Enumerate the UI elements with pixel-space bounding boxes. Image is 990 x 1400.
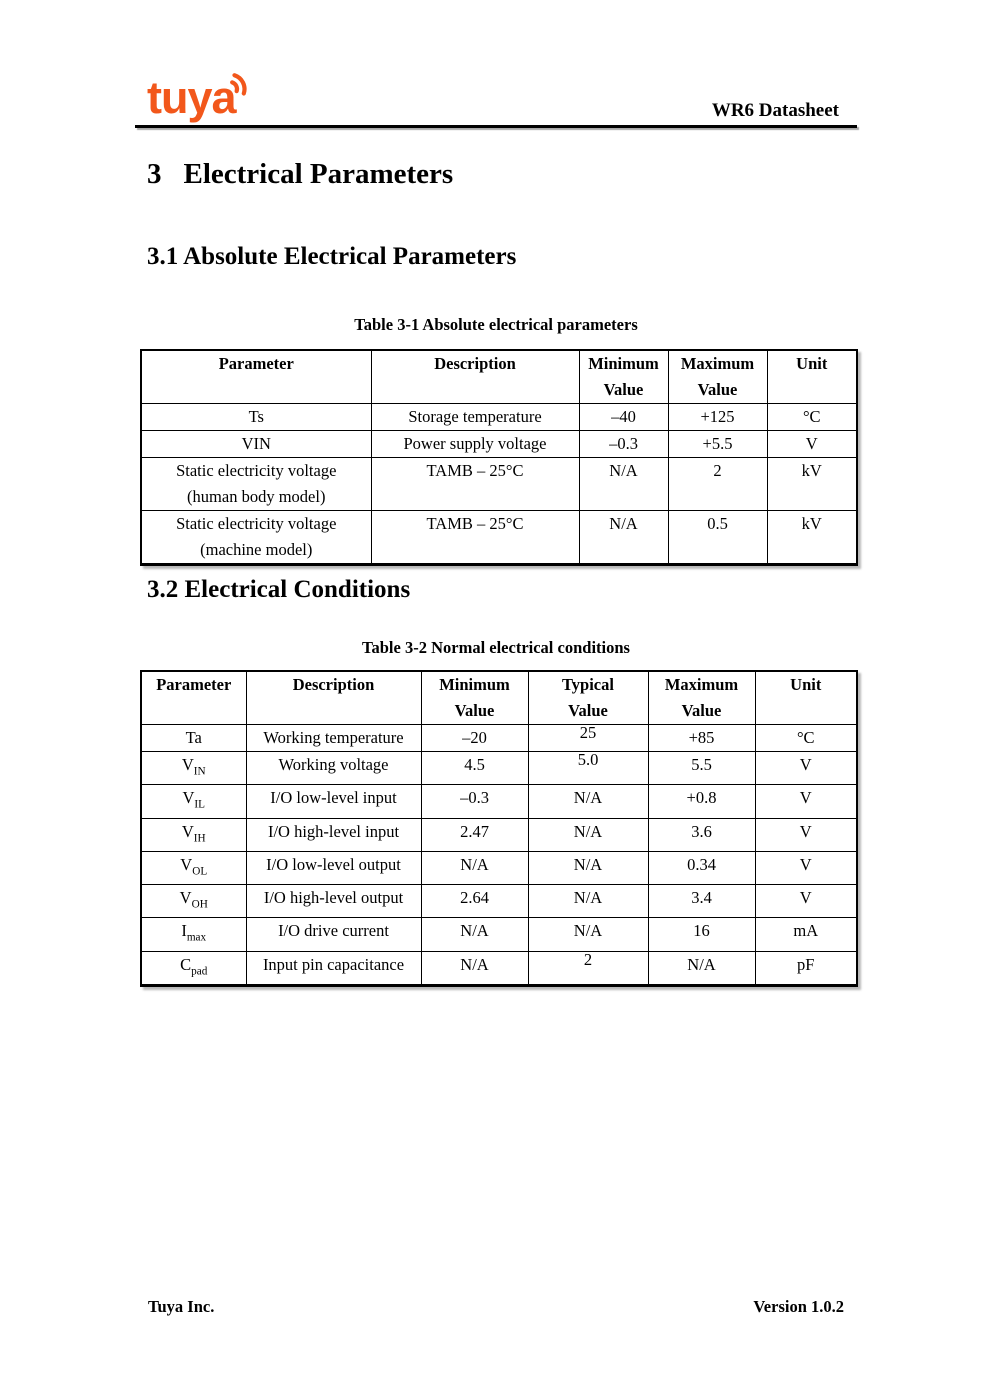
table-cell: I/O drive current xyxy=(246,918,421,951)
section-heading xyxy=(147,158,857,191)
table-cell: Storage temperature xyxy=(371,404,579,431)
table-cell: Power supply voltage xyxy=(371,431,579,458)
table-cell: 2 xyxy=(668,458,767,511)
table-cell: $V_{OH}$ xyxy=(141,885,246,918)
table-cell: –20 xyxy=(421,725,528,752)
table-cell: N/A xyxy=(528,818,648,851)
table-cell: Static electricity voltage (human body model) xyxy=(141,458,371,511)
subsection-heading-electrical-conditions: 3.2 Electrical Conditions xyxy=(147,576,411,603)
table-cell: Ta xyxy=(141,725,246,752)
table-cell: N/A xyxy=(421,951,528,985)
table-cell: N/A xyxy=(528,851,648,884)
table-cell: TAMB – 25°C xyxy=(371,511,579,565)
footer-company: Tuya Inc. xyxy=(148,1297,215,1316)
table-cell: 2.64 xyxy=(421,885,528,918)
table-cell: N/A xyxy=(528,918,648,951)
column-header: Unit xyxy=(755,671,857,725)
table-cell: –40 xyxy=(579,404,668,431)
table-row xyxy=(141,785,857,818)
table-cell: 3.4 xyxy=(648,885,755,918)
table-cell: 16 xyxy=(648,918,755,951)
column-header: Maximum Value xyxy=(648,671,755,725)
absolute-parameters-table xyxy=(140,349,858,566)
table1-caption: Table 3-1 Absolute electrical parameters xyxy=(354,315,638,334)
table2-caption: Table 3-2 Normal electrical conditions xyxy=(362,638,630,657)
electrical-conditions-table xyxy=(140,670,858,987)
subsection-heading-absolute-parameters: 3.1 Absolute Electrical Parameters xyxy=(147,243,517,270)
table-cell: N/A xyxy=(421,918,528,951)
header-row xyxy=(141,671,857,725)
logo-text: tuya xyxy=(147,72,236,123)
footer-version: Version 1.0.2 xyxy=(753,1297,844,1316)
header-row xyxy=(141,350,857,404)
column-header: Parameter xyxy=(141,350,371,404)
table-cell: °C xyxy=(767,404,857,431)
column-header: Description xyxy=(246,671,421,725)
table-cell: 0.5 xyxy=(668,511,767,565)
table-cell: V xyxy=(755,785,857,818)
table-cell: 2.47 xyxy=(421,818,528,851)
table-row xyxy=(141,851,857,884)
table-cell: VIN xyxy=(141,431,371,458)
header-divider xyxy=(135,125,857,128)
table-cell: 0.34 xyxy=(648,851,755,884)
table-cell: +5.5 xyxy=(668,431,767,458)
table-row xyxy=(141,725,857,752)
table-cell: Static electricity voltage (machine model) xyxy=(141,511,371,565)
table-cell: pF xyxy=(755,951,857,985)
table-cell: Working voltage xyxy=(246,752,421,785)
column-header: Typical Value xyxy=(528,671,648,725)
table-cell: V xyxy=(767,431,857,458)
table-cell: kV xyxy=(767,511,857,565)
table-cell: kV xyxy=(767,458,857,511)
column-header: Maximum Value xyxy=(668,350,767,404)
table-cell: N/A xyxy=(528,885,648,918)
table-cell: 4.5 xyxy=(421,752,528,785)
table-cell: Input pin capacitance xyxy=(246,951,421,985)
table-row xyxy=(141,458,857,511)
table-cell: +0.8 xyxy=(648,785,755,818)
table-cell: mA xyxy=(755,918,857,951)
page-footer xyxy=(148,1297,844,1317)
tuya-logo xyxy=(147,66,253,123)
table-cell: 25 xyxy=(528,725,648,752)
table-cell: N/A xyxy=(648,951,755,985)
table-cell: I/O high-level output xyxy=(246,885,421,918)
table-row xyxy=(141,511,857,565)
table-cell: +85 xyxy=(648,725,755,752)
table-cell: 2 xyxy=(528,951,648,985)
table-cell: –0.3 xyxy=(579,431,668,458)
table-cell: N/A xyxy=(579,511,668,565)
table-cell: $V_{OL}$ xyxy=(141,851,246,884)
column-header: Description xyxy=(371,350,579,404)
column-header: Unit xyxy=(767,350,857,404)
table-cell: N/A xyxy=(421,851,528,884)
table-row xyxy=(141,752,857,785)
table-cell: 5.5 xyxy=(648,752,755,785)
table-cell: $C_{pad}$ xyxy=(141,951,246,985)
table-cell: Ts xyxy=(141,404,371,431)
table-cell: I/O high-level input xyxy=(246,818,421,851)
table-cell: TAMB – 25°C xyxy=(371,458,579,511)
table-cell: V xyxy=(755,851,857,884)
table-cell: I/O low-level output xyxy=(246,851,421,884)
table-cell: V xyxy=(755,752,857,785)
wifi-signal-icon xyxy=(223,66,253,96)
page-header xyxy=(135,0,857,123)
table-cell: I/O low-level input xyxy=(246,785,421,818)
page-content xyxy=(135,0,857,987)
table-cell: °C xyxy=(755,725,857,752)
table-cell: N/A xyxy=(528,785,648,818)
table-cell: –0.3 xyxy=(421,785,528,818)
table-cell: N/A xyxy=(579,458,668,511)
column-header: Minimum Value xyxy=(421,671,528,725)
section-title: Electrical Parameters xyxy=(183,158,454,190)
table-row xyxy=(141,951,857,985)
table-cell: $V_{IL}$ xyxy=(141,785,246,818)
table-cell: Working temperature xyxy=(246,725,421,752)
table-cell: 3.6 xyxy=(648,818,755,851)
table-cell: +125 xyxy=(668,404,767,431)
table-cell: $V_{IH}$ xyxy=(141,818,246,851)
document-title: WR6 Datasheet xyxy=(711,100,839,121)
table-row xyxy=(141,818,857,851)
table-cell: 5.0 xyxy=(528,752,648,785)
column-header: Parameter xyxy=(141,671,246,725)
table-row xyxy=(141,885,857,918)
column-header: Minimum Value xyxy=(579,350,668,404)
table-row xyxy=(141,431,857,458)
section-number: 3 xyxy=(147,158,162,190)
table-row xyxy=(141,404,857,431)
table-cell: $V_{IN}$ xyxy=(141,752,246,785)
table-cell: $I_{max}$ xyxy=(141,918,246,951)
table-row xyxy=(141,918,857,951)
table-cell: V xyxy=(755,885,857,918)
table-cell: V xyxy=(755,818,857,851)
